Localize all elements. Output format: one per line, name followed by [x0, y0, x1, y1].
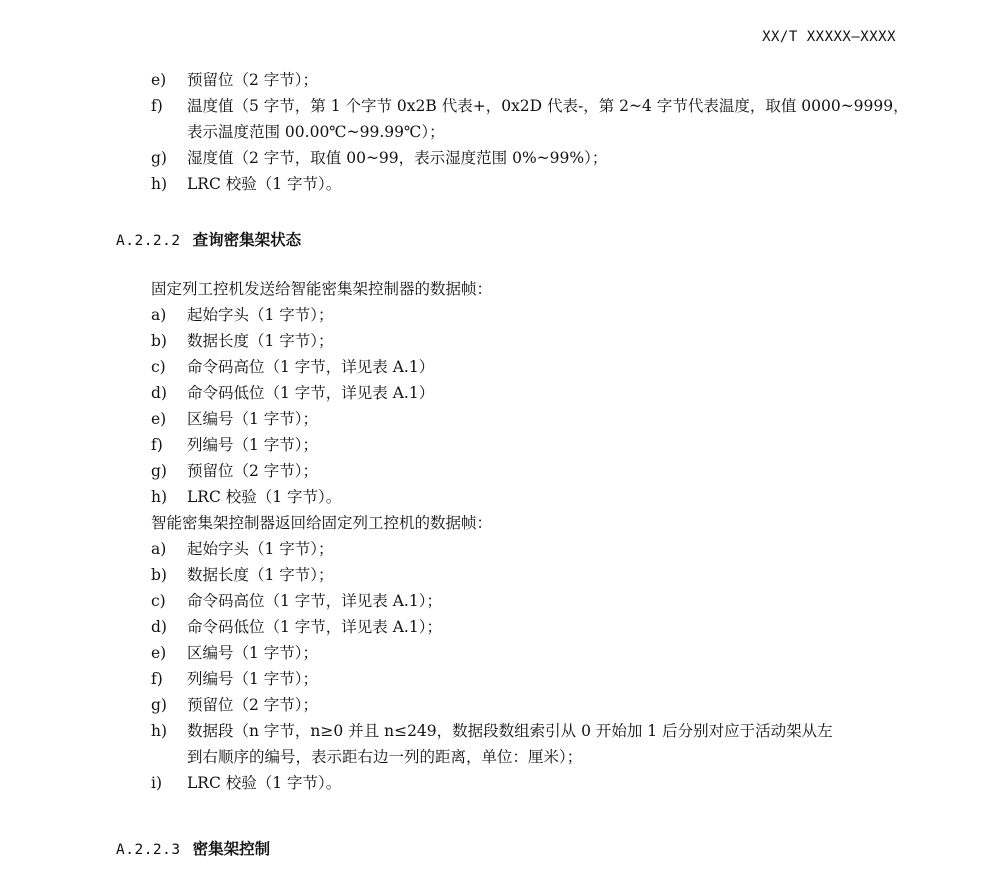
item-text: 命令码高位（1 字节，详见表 A.1）； [187, 592, 442, 610]
list-item [0, 536, 986, 562]
item-text-continued: 表示温度范围 00.00℃~99.99℃）； [187, 123, 445, 141]
list-item [0, 614, 986, 640]
item-text: 数据长度（1 字节）； [187, 566, 334, 584]
section-heading-a223 [116, 837, 270, 859]
item-mark: f) [151, 670, 163, 688]
item-mark: c) [151, 592, 166, 610]
list-item [0, 380, 986, 406]
item-text: 预留位（2 字节）； [187, 71, 319, 89]
item-mark: i) [151, 774, 163, 792]
item-text: 命令码低位（1 字节，详见表 A.1）； [187, 618, 442, 636]
item-mark: g) [151, 149, 167, 167]
item-text: 起始字头（1 字节）； [187, 306, 334, 324]
section-heading-a222 [116, 228, 301, 250]
return-intro [0, 510, 986, 536]
item-text: 命令码低位（1 字节，详见表 A.1） [187, 384, 435, 402]
list-item [0, 302, 986, 328]
section-title: 查询密集架状态 [192, 231, 302, 249]
item-text: 数据长度（1 字节）； [187, 332, 334, 350]
item-mark: b) [151, 332, 167, 350]
item-mark: e) [151, 644, 167, 662]
list-top [0, 67, 986, 197]
list-item [0, 93, 986, 145]
item-mark: h) [151, 488, 168, 506]
list-item [0, 588, 986, 614]
send-intro [0, 276, 986, 302]
item-mark: g) [151, 696, 167, 714]
item-text: 列编号（1 字节）； [187, 670, 319, 688]
list-item [0, 692, 986, 718]
return-intro-text: 智能密集架控制器返回给固定列工控机的数据帧： [151, 514, 493, 532]
item-text: 预留位（2 字节）； [187, 696, 319, 714]
list-item [0, 328, 986, 354]
list-item [0, 145, 986, 171]
item-mark: d) [151, 618, 167, 636]
item-text: 区编号（1 字节）； [187, 410, 319, 428]
section-number: A.2.2.3 [116, 842, 181, 858]
section-number: A.2.2.2 [116, 233, 181, 249]
item-mark: h) [151, 175, 168, 193]
item-mark: a) [151, 306, 167, 324]
item-mark: f) [151, 97, 163, 115]
item-mark: f) [151, 436, 163, 454]
list-item [0, 640, 986, 666]
send-intro-text: 固定列工控机发送给智能密集架控制器的数据帧： [151, 280, 493, 298]
send-frame-block [0, 276, 986, 796]
list-item [0, 562, 986, 588]
list-item [0, 67, 986, 93]
list-item [0, 718, 986, 770]
item-text: 起始字头（1 字节）； [187, 540, 334, 558]
item-text: 命令码高位（1 字节，详见表 A.1） [187, 358, 435, 376]
item-text: 列编号（1 字节）； [187, 436, 319, 454]
item-text: 温度值（5 字节，第 1 个字节 0x2B 代表+，0x2D 代表-，第 2~4 字节代表温度，取值 0000~9999， [187, 97, 909, 115]
item-mark: e) [151, 410, 167, 428]
item-text: LRC 校验（1 字节）。 [187, 774, 342, 792]
item-mark: e) [151, 71, 167, 89]
item-mark: a) [151, 540, 167, 558]
item-text: 预留位（2 字节）； [187, 462, 319, 480]
item-text: 区编号（1 字节）； [187, 644, 319, 662]
item-text-continued: 到右顺序的编号，表示距右边一列的距离，单位：厘米）； [187, 748, 583, 766]
document-code: XX/T XXXXX—XXXX [762, 29, 896, 45]
list-item [0, 432, 986, 458]
list-item [0, 171, 986, 197]
section-title: 密集架控制 [192, 840, 271, 858]
list-item [0, 484, 986, 510]
list-item [0, 666, 986, 692]
list-item [0, 406, 986, 432]
list-item [0, 458, 986, 484]
item-mark: g) [151, 462, 167, 480]
list-item [0, 354, 986, 380]
item-mark: h) [151, 722, 168, 740]
item-mark: b) [151, 566, 167, 584]
item-text: LRC 校验（1 字节）。 [187, 175, 342, 193]
item-text: 数据段（n 字节，n≥0 并且 n≤249，数据段数组索引从 0 开始加 1 后分别对应于活动架从左 [187, 722, 833, 740]
item-mark: d) [151, 384, 167, 402]
item-mark: c) [151, 358, 166, 376]
list-item [0, 770, 986, 796]
item-text: LRC 校验（1 字节）。 [187, 488, 342, 506]
item-text: 湿度值（2 字节，取值 00~99，表示湿度范围 0%~99%）； [187, 149, 608, 167]
